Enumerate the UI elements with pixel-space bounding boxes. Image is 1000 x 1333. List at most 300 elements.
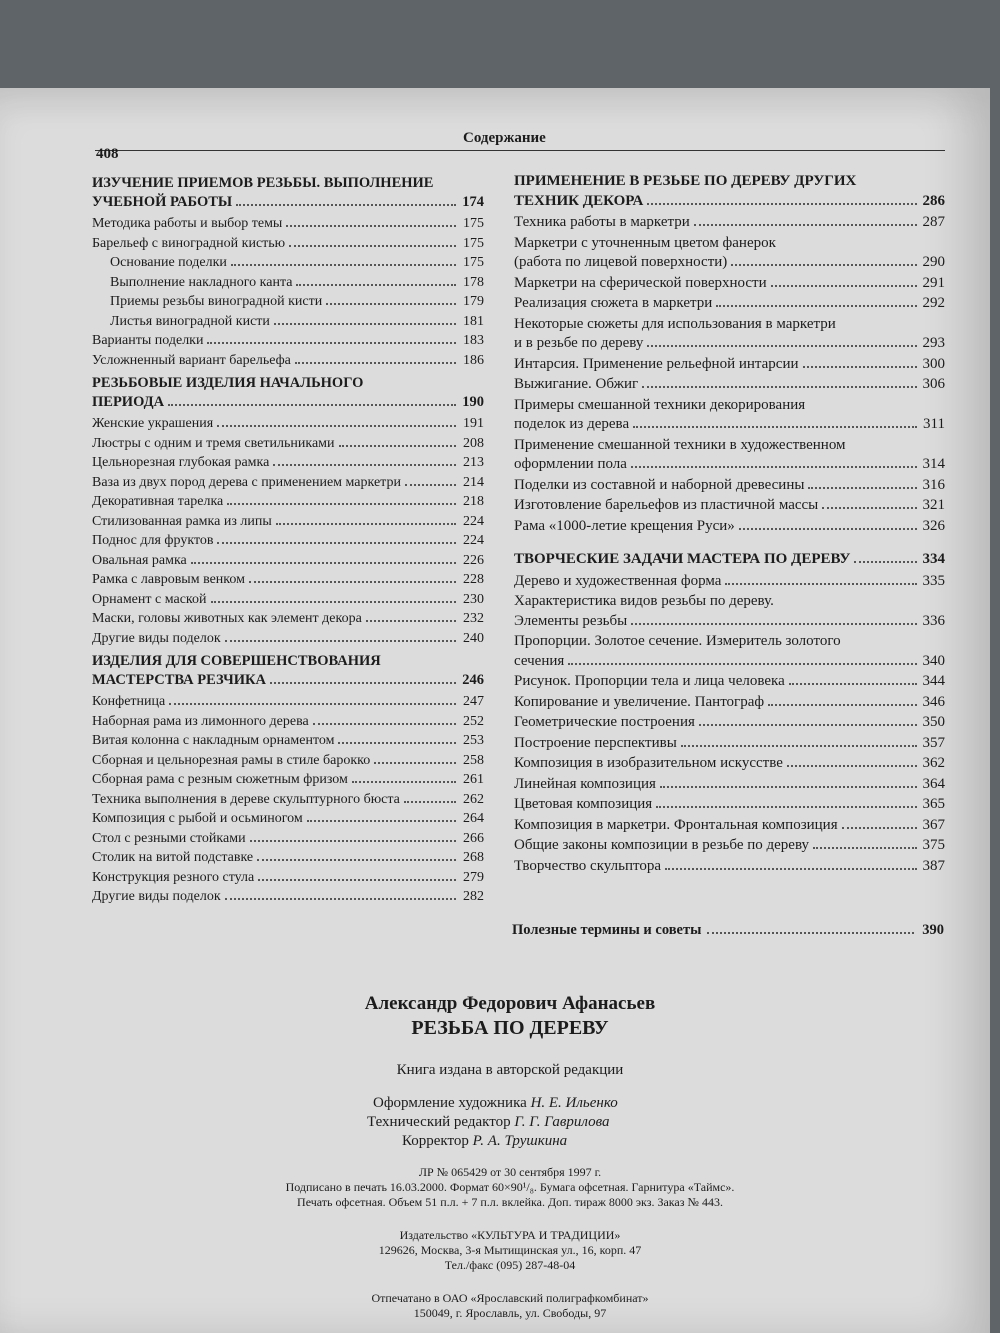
toc-entry-title: УЧЕБНОЙ РАБОТЫ <box>92 194 233 210</box>
dot-leader <box>374 762 456 764</box>
toc-useful-terms <box>512 904 944 939</box>
toc-entry-title: Характеристика видов резьбы по дереву. <box>514 593 774 609</box>
toc-entry-line <box>110 273 484 293</box>
toc-entry-line <box>514 572 945 592</box>
dot-leader <box>731 264 917 266</box>
toc-entry <box>110 312 484 332</box>
toc-section-heading <box>92 174 484 212</box>
toc-page-number: 224 <box>463 533 484 548</box>
toc-entry-line <box>514 315 945 335</box>
toc-entry-line <box>514 234 945 254</box>
dot-leader <box>716 305 917 307</box>
toc-entry <box>514 672 945 692</box>
toc-entry-title: Композиция с рыбой и осьминогом <box>92 811 303 826</box>
dot-leader <box>276 523 456 525</box>
credit-line: Корректор Р. А. Трушкина <box>402 1133 568 1149</box>
toc-entry <box>514 816 945 836</box>
dot-leader <box>771 285 917 287</box>
toc-entry-line <box>92 848 484 868</box>
dot-leader <box>257 859 456 861</box>
toc-page-number: 336 <box>922 612 945 629</box>
toc-entry-title: Некоторые сюжеты для использования в маркетри <box>514 315 836 332</box>
toc-entry <box>514 693 945 713</box>
toc-entry-line <box>92 174 484 193</box>
toc-entry-title: Конфетница <box>92 694 166 709</box>
toc-entry-line <box>514 334 945 354</box>
toc-left-column <box>86 170 484 907</box>
toc-page-number: 230 <box>463 591 484 607</box>
toc-entry-title: Методика работы и выбор темы <box>92 216 283 231</box>
toc-page-number: 178 <box>463 274 484 290</box>
toc-entry-title: Стилизованная рамка из липы <box>92 513 272 529</box>
header-rule <box>95 150 945 151</box>
toc-entry-line <box>92 609 484 629</box>
toc-page-number: 282 <box>463 889 484 904</box>
toc-page-number: 228 <box>463 572 484 587</box>
dot-leader <box>191 562 456 564</box>
toc-entry <box>92 609 484 629</box>
toc-entry-title: Приемы резьбы виноградной кисти <box>110 294 323 309</box>
toc-entry-title: Рамка с лавровым венком <box>92 572 245 587</box>
toc-entry-title: Изготовление барельефов из пластичной массы <box>514 497 819 513</box>
toc-entry-title: ПЕРИОДА <box>92 394 165 410</box>
toc-entry-line <box>92 531 484 551</box>
toc-page-number: 286 <box>922 192 945 209</box>
toc-entry-title: Маркетри с уточненным цветом фанерок <box>514 234 776 251</box>
toc-page-number: 314 <box>922 456 945 472</box>
toc-page-number: 224 <box>463 513 484 529</box>
toc-page-number: 306 <box>922 376 945 392</box>
toc-page-number: 183 <box>463 333 484 348</box>
toc-entry <box>92 351 484 371</box>
toc-entry <box>92 531 484 551</box>
dot-leader <box>286 225 456 227</box>
toc-entry-title: Цельнорезная глубокая рамка <box>92 455 270 470</box>
toc-entry-line <box>110 312 484 332</box>
toc-section-heading <box>514 550 945 570</box>
toc-entry-line <box>514 496 945 516</box>
toc-page-number: 175 <box>463 216 484 231</box>
toc-entry <box>514 355 945 375</box>
dot-leader <box>225 640 456 642</box>
toc-entry-title: Сборная и цельнорезная рамы в стиле барокко <box>92 752 371 768</box>
toc-entry-line <box>92 868 484 888</box>
dot-leader <box>313 723 456 725</box>
toc-entry-line <box>92 234 484 254</box>
toc-entry <box>92 712 484 732</box>
toc-entry <box>92 868 484 888</box>
toc-entry <box>514 734 945 754</box>
dot-leader <box>665 868 917 870</box>
toc-entry-title: Маски, головы животных как элемент декора <box>92 611 362 626</box>
toc-entry <box>92 570 484 590</box>
toc-page-number: 350 <box>922 714 945 730</box>
toc-entry-title: Наборная рама из лимонного дерева <box>92 713 309 729</box>
toc-entry-line <box>92 492 484 512</box>
toc-entry-title: ИЗДЕЛИЯ ДЛЯ СОВЕРШЕНСТВОВАНИЯ <box>92 653 381 669</box>
dot-leader <box>231 264 456 266</box>
toc-entry-title: Построение перспективы <box>514 734 677 751</box>
dot-leader <box>338 742 456 744</box>
toc-entry-line <box>92 512 484 532</box>
toc-entry <box>514 234 945 273</box>
toc-entry-line <box>92 692 484 712</box>
useful-terms-page: 390 <box>922 922 944 938</box>
toc-entry <box>92 790 484 810</box>
dot-leader <box>405 484 456 486</box>
toc-right-column <box>512 170 945 877</box>
publisher-phone: Тел./факс (095) 287-48-04 <box>444 1258 576 1272</box>
toc-entry-title: Другие виды поделок <box>92 630 221 646</box>
toc-entry-title: ТЕХНИК ДЕКОРА <box>514 192 644 209</box>
dot-leader <box>236 204 456 206</box>
dot-leader <box>642 386 917 388</box>
toc-entry-title: Реализация сюжета в маркетри <box>514 295 713 311</box>
toc-entry-title: Дерево и художественная форма <box>514 572 722 589</box>
toc-entry-line <box>92 414 484 434</box>
toc-entry <box>92 590 484 610</box>
toc-page-number: 208 <box>463 435 484 451</box>
toc-page-number: 218 <box>463 494 484 509</box>
toc-entry-title: Витая колонна с накладным орнаментом <box>92 733 335 748</box>
toc-entry <box>514 517 945 537</box>
publisher-name: Издательство «КУЛЬТУРА И ТРАДИЦИИ» <box>399 1228 621 1242</box>
toc-entry <box>514 713 945 733</box>
toc-entry-title: Маркетри на сферической поверхности <box>514 274 767 291</box>
toc-page-number: 321 <box>922 497 945 513</box>
dot-leader <box>225 898 456 900</box>
toc-page-number: 175 <box>463 235 484 251</box>
toc-entry-title: ПРИМЕНЕНИЕ В РЕЗЬБЕ ПО ДЕРЕВУ ДРУГИХ <box>514 173 857 189</box>
toc-entry-title: Женские украшения <box>92 416 214 431</box>
toc-entry-line <box>92 809 484 829</box>
toc-page-number: 191 <box>463 416 484 431</box>
toc-entry-title: Основание поделки <box>110 255 227 270</box>
toc-entry-line <box>92 712 484 732</box>
toc-entry <box>514 436 945 475</box>
dot-leader <box>681 745 917 747</box>
toc-entry <box>92 414 484 434</box>
book-title: РЕЗЬБА ПО ДЕРЕВУ <box>411 1017 609 1039</box>
toc-entry-line <box>514 693 945 713</box>
toc-entry <box>514 572 945 592</box>
toc-entry-line <box>514 632 945 652</box>
toc-entry-title: Копирование и увеличение. Пантограф <box>514 693 765 710</box>
toc-entry-line <box>514 375 945 395</box>
dot-leader <box>250 840 456 842</box>
dot-leader <box>274 323 456 325</box>
dot-leader <box>326 303 456 305</box>
toc-page-number: 268 <box>463 850 484 865</box>
toc-entry <box>92 829 484 849</box>
toc-page-number: 214 <box>463 474 484 490</box>
toc-page-number: 179 <box>463 294 484 309</box>
toc-entry-line <box>92 751 484 771</box>
page-number: 408 <box>96 146 119 162</box>
toc-page-number: 293 <box>922 335 945 351</box>
toc-entry-line <box>514 274 945 294</box>
dot-leader <box>631 466 917 468</box>
toc-entry-line <box>92 551 484 571</box>
toc-page-number: 262 <box>463 791 484 807</box>
dot-leader <box>739 528 917 530</box>
toc-entry-line <box>514 775 945 795</box>
toc-page-number: 261 <box>463 772 484 787</box>
toc-entry-line <box>92 193 484 212</box>
toc-entry-line <box>110 253 484 273</box>
toc-page-number: 334 <box>922 551 945 567</box>
toc-page-number: 264 <box>463 811 484 826</box>
toc-entry <box>92 809 484 829</box>
toc-page-number: 174 <box>462 194 484 210</box>
toc-page-number: 246 <box>462 672 484 688</box>
toc-entry-title: Творчество скульптора <box>514 857 661 874</box>
dot-leader <box>808 487 917 489</box>
toc-entry-line <box>514 795 945 815</box>
toc-entry <box>92 751 484 771</box>
toc-entry-line <box>514 857 945 877</box>
toc-entry-title: Линейная композиция <box>514 775 656 792</box>
toc-entry <box>514 775 945 795</box>
toc-entry-line <box>514 436 945 456</box>
dot-leader <box>258 879 456 881</box>
dot-leader <box>694 224 917 226</box>
toc-entry-title: Техника работы в маркетри <box>514 214 690 230</box>
dot-leader <box>249 581 456 583</box>
toc-entry-title: Листья виноградной кисти <box>110 313 270 329</box>
toc-entry-line <box>92 790 484 810</box>
toc-entry <box>514 315 945 354</box>
toc-entry <box>514 375 945 395</box>
toc-entry <box>92 692 484 712</box>
toc-entry-title: Композиция в изобразительном искусстве <box>514 755 783 771</box>
toc-page-number: 346 <box>922 693 945 710</box>
toc-entry <box>92 453 484 473</box>
toc-entry-title: Интарсия. Применение рельефной интарсии <box>514 355 799 372</box>
dot-leader <box>296 284 456 286</box>
toc-entry-title: Цветовая композиция <box>514 796 653 812</box>
dot-leader <box>273 464 456 466</box>
dot-leader <box>633 426 917 428</box>
toc-entry-title: Овальная рамка <box>92 552 187 568</box>
toc-page-number: 326 <box>922 517 945 534</box>
toc-entry-line <box>92 629 484 649</box>
toc-entry-line <box>514 754 945 774</box>
book-author: Александр Федорович Афанасьев <box>364 993 656 1014</box>
toc-entry <box>92 473 484 493</box>
toc-page-number: 335 <box>922 572 945 589</box>
dot-leader <box>842 827 917 829</box>
toc-entry-title: Элементы резьбы <box>514 612 628 629</box>
toc-entry-line <box>92 374 484 393</box>
toc-entry-line <box>92 453 484 473</box>
toc-entry <box>514 476 945 496</box>
dot-leader <box>568 663 917 665</box>
toc-entry <box>514 795 945 815</box>
dot-leader <box>803 366 917 368</box>
dot-leader <box>789 683 917 685</box>
dot-leader <box>270 682 456 684</box>
toc-entry <box>92 434 484 454</box>
toc-entry-line <box>514 253 945 273</box>
toc-entry-line <box>92 671 484 690</box>
toc-page-number: 175 <box>463 255 484 270</box>
toc-entry-title: Общие законы композиции в резьбе по дереву <box>514 837 810 853</box>
toc-entry-title: Композиция в маркетри. Фронтальная композиция <box>514 816 838 833</box>
toc-entry <box>92 887 484 907</box>
toc-entry-title: Техника выполнения в дереве скульптурного бюста <box>92 791 400 807</box>
toc-entry <box>92 731 484 751</box>
publisher-address: 129626, Москва, 3-я Мытищинская ул., 16, корп. 47 <box>378 1243 642 1257</box>
toc-page-number: 316 <box>922 476 945 493</box>
toc-entry-title: Декоративная тарелка <box>92 494 224 509</box>
toc-entry-line <box>514 836 945 856</box>
toc-entry-title: Другие виды поделок <box>92 889 221 904</box>
toc-entry-title: Поделки из составной и наборной древесины <box>514 476 805 493</box>
publisher-block <box>180 1228 840 1273</box>
toc-page-number: 311 <box>923 416 945 432</box>
dot-leader <box>647 203 917 205</box>
toc-entry-title: Стол с резными стойками <box>92 830 246 846</box>
toc-page-number: 186 <box>463 352 484 368</box>
toc-entry-line <box>514 517 945 537</box>
license-line: ЛР № 065429 от 30 сентября 1997 г. <box>418 1165 602 1179</box>
toc-entry <box>514 857 945 877</box>
toc-page-number: 365 <box>922 796 945 812</box>
toc-entry <box>110 273 484 293</box>
toc-entry <box>92 770 484 790</box>
toc-entry-title: Выжигание. Обжиг <box>514 376 639 392</box>
toc-entry-title: Конструкция резного стула <box>92 869 255 885</box>
toc-entry-title: Примеры смешанной техники декорирования <box>514 396 806 413</box>
toc-entry-line <box>514 672 945 692</box>
toc-entry-line <box>514 550 945 570</box>
toc-entry <box>514 754 945 774</box>
printer-name: Отпечатано в ОАО «Ярославский полиграфкомбинат» <box>371 1291 649 1305</box>
toc-entry-title: Применение смешанной техники в художественном <box>514 436 846 453</box>
toc-entry <box>514 836 945 856</box>
toc-entry-title: Варианты поделки <box>92 333 204 348</box>
toc-entry-line <box>92 331 484 351</box>
toc-entry-line <box>92 570 484 590</box>
toc-entry-line <box>92 434 484 454</box>
toc-entry-line <box>514 355 945 375</box>
toc-page-number: 240 <box>463 630 484 646</box>
toc-page-number: 253 <box>463 733 484 748</box>
dot-leader <box>211 601 457 603</box>
toc-entry-line <box>92 770 484 790</box>
toc-entry-line <box>92 590 484 610</box>
toc-entry <box>514 396 945 435</box>
dot-leader <box>227 503 456 505</box>
dot-leader <box>217 425 456 427</box>
toc-page-number: 226 <box>463 552 484 568</box>
toc-page-number: 247 <box>463 694 484 709</box>
toc-entry-line <box>92 473 484 493</box>
toc-entry-line <box>92 887 484 907</box>
toc-entry-title: Пропорции. Золотое сечение. Измеритель золотого <box>514 633 841 649</box>
toc-entry-title: МАСТЕРСТВА РЕЗЧИКА <box>92 672 266 688</box>
toc-entry-line <box>92 731 484 751</box>
toc-page-number: 364 <box>922 775 945 792</box>
credits-list <box>367 1094 840 1151</box>
toc-entry <box>92 848 484 868</box>
toc-entry <box>92 214 484 234</box>
toc-page-number: 291 <box>922 274 945 291</box>
toc-entry <box>110 253 484 273</box>
toc-entry <box>92 331 484 351</box>
edition-note: Книга издана в авторской редакции <box>396 1062 624 1078</box>
toc-page-number: 181 <box>463 313 484 329</box>
print-spec-line: Подписано в печать 16.03.2000. Формат 60×90¹/₈. Бумага офсетная. Гарнитура «Таймс». <box>285 1180 735 1194</box>
credit-line: Оформление художника Н. Е. Ильенко <box>373 1095 618 1111</box>
dot-leader <box>768 704 917 706</box>
toc-page-number: 300 <box>922 355 945 372</box>
toc-page-number: 252 <box>463 713 484 729</box>
toc-section-heading <box>92 652 484 690</box>
dot-leader <box>787 765 917 767</box>
dot-leader <box>647 345 917 347</box>
toc-entry-title: Ваза из двух пород дерева с применением маркетри <box>92 474 401 490</box>
toc-entry-title: сечения <box>514 652 565 669</box>
toc-entry-line <box>514 213 945 233</box>
toc-entry-line <box>514 734 945 754</box>
toc-entry-title: поделок из дерева <box>514 416 630 432</box>
toc-entry-title: Рама «1000-летие крещения Руси» <box>514 517 735 534</box>
dot-leader <box>725 583 917 585</box>
toc-page-number: 279 <box>463 869 484 885</box>
toc-entry-title: ТВОРЧЕСКИЕ ЗАДАЧИ МАСТЕРА ПО ДЕРЕВУ <box>514 551 851 567</box>
printer-address: 150049, г. Ярославль, ул. Свободы, 97 <box>413 1306 607 1320</box>
toc-entry-line <box>514 192 945 212</box>
dot-leader <box>217 542 456 544</box>
toc-page-number: 344 <box>922 673 945 689</box>
toc-entry-title: Поднос для фруктов <box>92 533 214 548</box>
toc-entry <box>514 294 945 314</box>
toc-entry-title: Выполнение накладного канта <box>110 274 293 290</box>
toc-entry <box>92 234 484 254</box>
toc-entry <box>514 496 945 516</box>
dot-leader <box>289 245 456 247</box>
toc-page-number: 375 <box>922 837 945 853</box>
useful-terms-text: Полезные термины и советы <box>512 922 702 938</box>
toc-entry-line <box>92 351 484 371</box>
dot-leader <box>404 801 456 803</box>
toc-page-number: 213 <box>463 455 484 470</box>
dot-leader <box>366 620 456 622</box>
toc-entry <box>514 632 945 671</box>
toc-entry-line <box>514 396 945 416</box>
toc-entry-line <box>514 612 945 632</box>
toc-entry-title: Столик на витой подставке <box>92 850 254 865</box>
toc-entry-title: Люстры с одним и тремя светильниками <box>92 435 335 451</box>
toc-entry-title: Усложненный вариант барельефа <box>92 352 291 368</box>
toc-entry-line <box>514 592 945 612</box>
dot-leader <box>656 806 917 808</box>
toc-entry-title: Сборная рама с резным сюжетным фризом <box>92 772 348 787</box>
toc-section-heading <box>92 374 484 412</box>
toc-entry-line <box>514 294 945 314</box>
toc-entry-line <box>514 816 945 836</box>
dot-leader <box>339 445 456 447</box>
toc-entry-line <box>514 476 945 496</box>
dot-leader <box>822 507 917 509</box>
toc-entry-line <box>92 652 484 671</box>
toc-entry-line <box>514 652 945 672</box>
toc-entry-title: ИЗУЧЕНИЕ ПРИЕМОВ РЕЗЬБЫ. ВЫПОЛНЕНИЕ <box>92 175 434 191</box>
toc-entry-line <box>514 713 945 733</box>
toc-entry-title: Рисунок. Пропорции тела и лица человека <box>514 673 785 689</box>
